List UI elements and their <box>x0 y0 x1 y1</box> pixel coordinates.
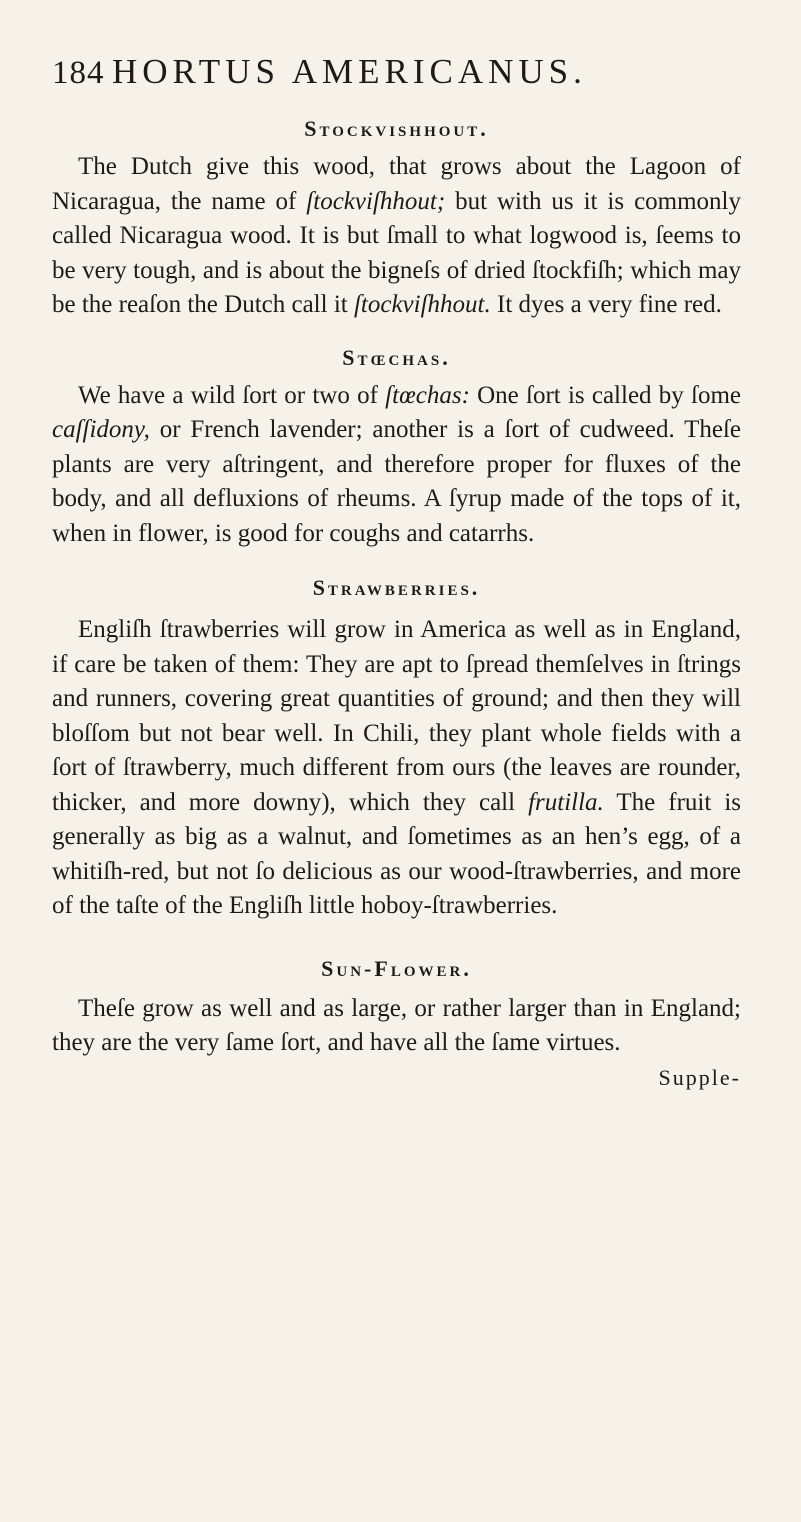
section-body: Engliſh ſtrawberries will grow in America as well as in England, if care be taken of them: They are apt to ſpread themſelves in ſtrings and runners, covering great quantities of ground; and then they will bloſſom but not bear well. In Chili, they plant whole fields with a ſort of ſtrawberry, much different from ours (the leaves are rounder, thicker, and more downy), which they call frutilla. The fruit is generally as big as a walnut, and ſometimes as an hen’s egg, of a whitiſh-red, but not ſo delicious as our wood-ſtrawberries, and more of the taſte of the Engliſh little hoboy-ſtrawberries. <box>52 616 741 919</box>
section-sun-flower <box>52 954 741 1061</box>
section-title: Strawberries. <box>312 575 481 600</box>
running-head <box>52 52 741 104</box>
section-stockvishhout <box>52 114 741 323</box>
section-stoechas <box>52 343 741 552</box>
section-body: We have a wild ſort or two of ſtœchas: One ſort is called by ſome caſſidony, or French lavender; another is a ſort of cudweed. Theſe plants are very aſtringent, and therefore proper for fluxes of the body, and all defluxions of rheums. A ſyrup made of the tops of it, when in flower, is good for coughs and catarrhs. <box>52 381 742 547</box>
section-title: Stockvishhout. <box>304 116 489 141</box>
section-title: Stœchas. <box>342 344 451 370</box>
section-title: Sun-Flower. <box>321 955 472 981</box>
catchword: Supple- <box>658 1064 741 1090</box>
section-strawberries <box>52 573 741 924</box>
page-number: 184 <box>52 55 105 91</box>
running-title: HORTUS AMERICANUS. <box>112 52 587 91</box>
section-body: Theſe grow as well and as large, or rather larger than in England; they are the very ſame ſort, and have all the ſame virtues. <box>52 994 741 1056</box>
section-body: The Dutch give this wood, that grows about the Lagoon of Nicaragua, the name of ſtockviſhhout; but with us it is commonly called Nicaragua wood. It is but ſmall to what logwood is, ſeems to be very tough, and is about the bigneſs of dried ſtockfiſh; which may be the reaſon the Dutch call it ſtockviſhhout. It dyes a very fine red. <box>52 153 741 318</box>
